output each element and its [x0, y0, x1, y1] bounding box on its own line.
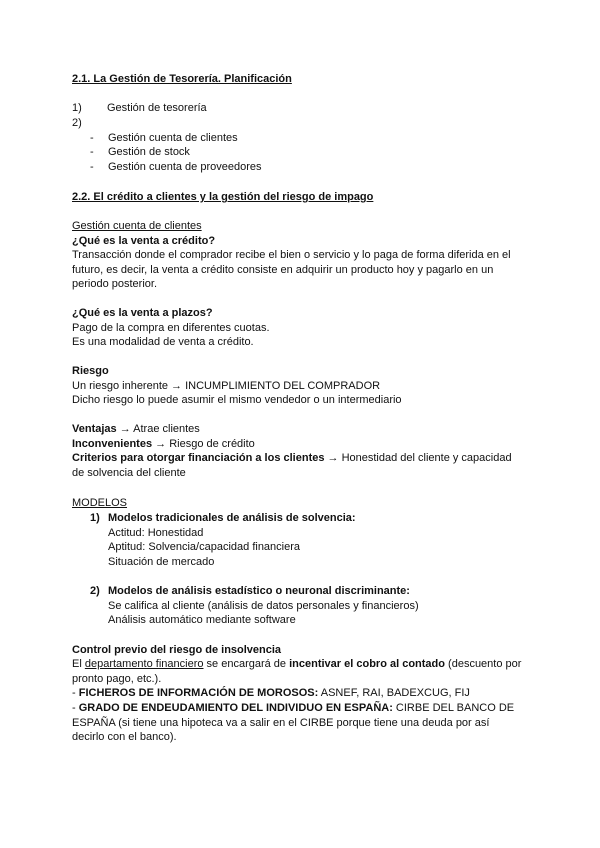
modelos-heading: MODELOS — [72, 497, 128, 509]
section-2-2-title: 2.2. El crédito a clientes y la gestión del riesgo de impago — [72, 191, 374, 203]
list-item: Actitud: Honestidad — [108, 527, 204, 539]
control-heading: Control previo del riesgo de insolvencia — [72, 644, 282, 656]
subheading: Gestión cuenta de clientes — [72, 220, 202, 232]
riesgo-heading: Riesgo — [72, 365, 109, 377]
dash-item: - Gestión cuenta de proveedores — [90, 161, 262, 173]
ficheros-line: - FICHEROS DE INFORMACIÓN DE MOROSOS: ASNEF, RAI, BADEXCUG, FIJ — [72, 687, 470, 699]
list-number: 2) — [72, 117, 82, 129]
dash-item: - Gestión cuenta de clientes — [90, 132, 238, 144]
list-text: Gestión de tesorería — [107, 102, 207, 114]
list-item: Situación de mercado — [108, 556, 215, 568]
modelo-1-title: 1) Modelos tradicionales de análisis de solvencia: — [90, 512, 356, 524]
inconvenientes-line: Inconvenientes → Riesgo de crédito — [72, 438, 255, 450]
list-item — [72, 101, 207, 115]
control-paragraph: El departamento financiero se encargará de incentivar el cobro al contado (descuento por pronto pago, etc.). — [72, 658, 522, 685]
question-venta-plazos: ¿Qué es la venta a plazos? — [72, 307, 213, 319]
list-number: 1) — [72, 102, 82, 114]
list-item: Se califica al cliente (análisis de datos personales y financieros) — [108, 600, 419, 612]
modelo-2-title: 2) Modelos de análisis estadístico o neuronal discriminante: — [90, 585, 410, 597]
endeudamiento-paragraph: - GRADO DE ENDEUDAMIENTO DEL INDIVIDUO EN ESPAÑA: CIRBE DEL BANCO DE ESPAÑA (si tiene una hipoteca va a salir en el CIRBE porque tiene una deuda por así decirlo con el banco). — [72, 702, 515, 743]
ventajas-line: Ventajas → Atrae clientes — [72, 423, 200, 435]
text-line: Un riesgo inherente → INCUMPLIMIENTO DEL COMPRADOR — [72, 380, 381, 392]
list-item: Aptitud: Solvencia/capacidad financiera — [108, 541, 301, 553]
answer-venta-credito: Transacción donde el comprador recibe el bien o servicio y lo paga de forma diferida en el futuro, es decir, la venta a crédito consiste en adquirir un producto hoy y pagarlo en un periodo posterior. — [72, 249, 511, 290]
section-2-1-title: 2.1. La Gestión de Tesorería. Planificación — [72, 73, 292, 85]
text-line: Pago de la compra en diferentes cuotas. — [72, 322, 270, 334]
criterios-paragraph: Criterios para otorgar financiación a los clientes → Honestidad del cliente y capacidad de solvencia del cliente — [72, 452, 512, 479]
question-venta-credito: ¿Qué es la venta a crédito? — [72, 235, 216, 247]
dash-item: - Gestión de stock — [90, 146, 190, 158]
text-line: Dicho riesgo lo puede asumir el mismo vendedor o un intermediario — [72, 394, 402, 406]
list-item — [72, 116, 107, 130]
text-line: Es una modalidad de venta a crédito. — [72, 336, 254, 348]
list-item: Análisis automático mediante software — [108, 614, 296, 626]
